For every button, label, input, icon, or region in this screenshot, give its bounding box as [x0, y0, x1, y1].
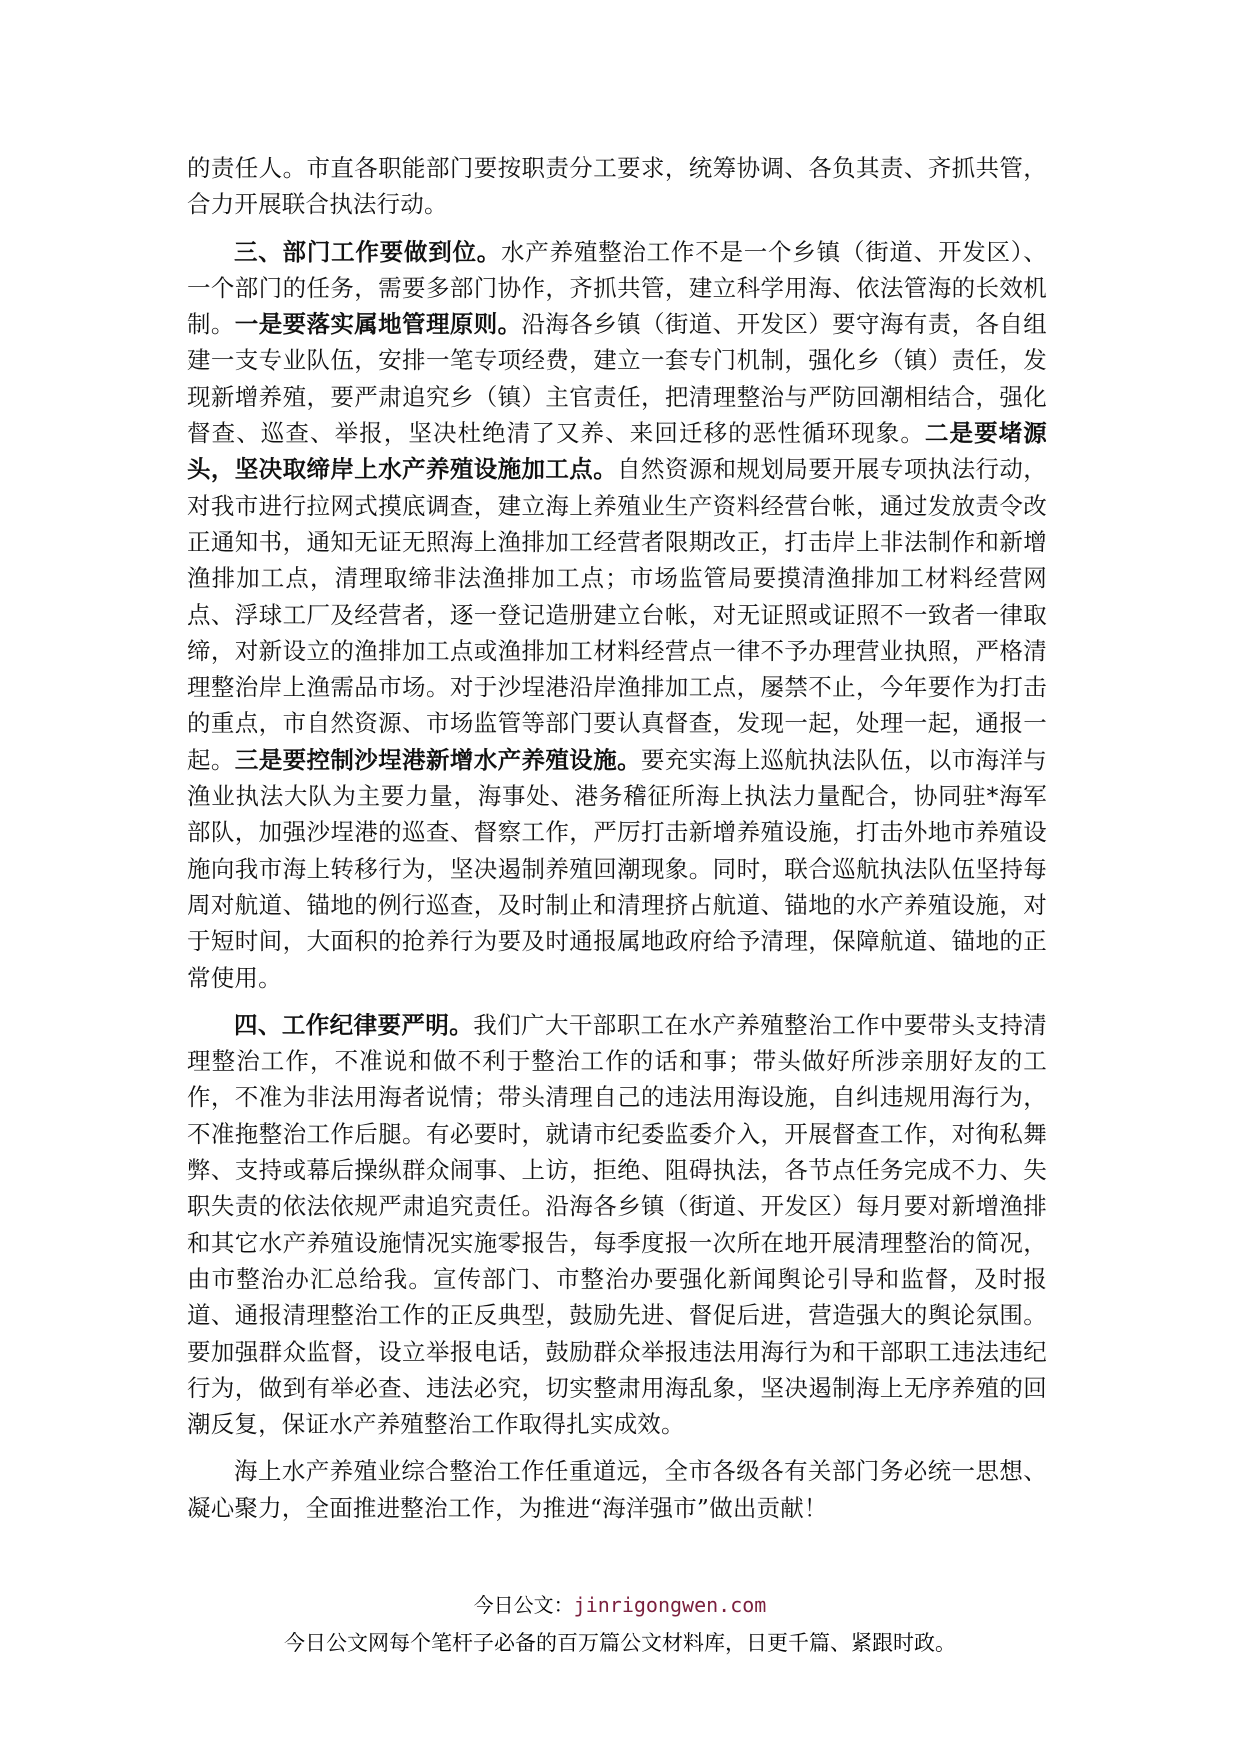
paragraph-text: 自然资源和规划局要开展专项执法行动，对我市进行拉网式摸底调查，建立海上养殖业生产资料经营台帐，通过发放责令改正通知书，通知无证无照海上渔排加工经营者限期改正，打击岸上非法制作和新增渔排加工点，清理取缔非法渔排加工点；市场监管局要摸清渔排加工材料经营网点、浮球工厂及经营者，逐一登记造册建立台帐，对无证照或证照不一致者一律取缔，对新设立的渔排加工点或渔排加工材料经营点一律不予办理营业执照，严格清理整治岸上渔需品市场。对于沙埕港沿岸渔排加工点，屡禁不止，今年要作为打击的重点，市自然资源、市场监管等部门要认真督查，发现一起，处理一起，通报一起。	[187, 455, 1047, 774]
footer-site-label: 今日公文：	[473, 1593, 574, 1617]
section-heading-four: 四、工作纪律要严明。	[234, 1010, 474, 1039]
paragraph-text: 我们广大干部职工在水产养殖整治工作中要带头支持清理整治工作，不准说和做不利于整治工作的话和事；带头做好所涉亲朋好友的工作，不准为非法用海者说情；带头清理自己的违法用海设施，自纠违规用海行为，不准拖整治工作后腿。有必要时，就请市纪委监委介入，开展督查工作，对徇私舞弊、支持或幕后操纵群众闹事、上访，拒绝、阻碍执法，各节点任务完成不力、失职失责的依法依规严肃追究责任。沿海各乡镇（街道、开发区）每月要对新增渔排和其它水产养殖设施情况实施零报告，每季度报一次所在地开展清理整治的简况，由市整治办汇总给我。宣传部门、市整治办要强化新闻舆论引导和监督，及时报道、通报清理整治工作的正反典型，鼓励先进、督促后进，营造强大的舆论氛围。要加强群众监督，设立举报电话，鼓励群众举报违法用海行为和干部职工违法违纪行为，做到有举必查、违法必究，切实整肃用海乱象，坚决遏制海上无序养殖的回潮反复，保证水产养殖整治工作取得扎实成效。	[187, 1010, 1047, 1439]
paragraph-text: 水产养殖整治工作不是一个乡镇（街道、开发区）、一个部门的任务，需要多部门协作，齐抓共管，建立科学用海、依法管海的长效机制。	[187, 237, 1047, 339]
paragraph-text: 要充实海上巡航执法队伍，以市海洋与渔业执法大队为主要力量，海事处、港务稽征所海上执法力量配合，协同驻*海军部队，加强沙埕港的巡查、督察工作，严厉打击新增养殖设施，打击外地市养殖设施向我市海上转移行为，坚决遏制养殖回潮现象。同时，联合巡航执法队伍坚持每周对航道、锚地的例行巡查，及时制止和清理挤占航道、锚地的水产养殖设施，对于短时间，大面积的抢养行为要及时通报属地政府给予清理，保障航道、锚地的正常使用。	[187, 745, 1047, 992]
point-heading-two: 二是要堵源头，坚决取缔岸上水产养殖设施加工点。	[187, 419, 1048, 484]
paragraph-closing	[187, 1453, 1047, 1526]
paragraph-text: 沿海各乡镇（街道、开发区）要守海有责，各自组建一支专业队伍，安排一笔专项经费，建立一套专门机制，强化乡（镇）责任，发现新增养殖，要严肃追究乡（镇）主官责任，把清理整治与严防回潮相结合，强化督查、巡查、举报，坚决杜绝清了又养、来回迁移的恶性循环现象。	[187, 310, 1047, 448]
paragraph-section-three	[187, 234, 1047, 996]
point-heading-one: 一是要落实属地管理原则。	[234, 310, 522, 339]
paragraph-continuation	[187, 150, 1047, 223]
paragraph-text: 的责任人。市直各职能部门要按职责分工要求，统筹协调、各负其责、齐抓共管，合力开展联合执法行动。	[187, 154, 1047, 219]
paragraph-section-four	[187, 1007, 1047, 1443]
footer-slogan: 今日公文网每个笔杆子必备的百万篇公文材料库，日更千篇、紧跟时政。	[284, 1631, 956, 1655]
footer-site-url-link[interactable]: jinrigongwen.com	[573, 1593, 767, 1617]
section-heading-three: 三、部门工作要做到位。	[234, 237, 502, 266]
paragraph-text: 海上水产养殖业综合整治工作任重道远，全市各级各有关部门务必统一思想、凝心聚力，全面推进整治工作，为推进“海洋强市”做出贡献！	[187, 1457, 1047, 1522]
document-body	[187, 150, 1047, 1537]
point-heading-three: 三是要控制沙埕港新增水产养殖设施。	[234, 745, 641, 774]
footer-site	[0, 1591, 1240, 1619]
